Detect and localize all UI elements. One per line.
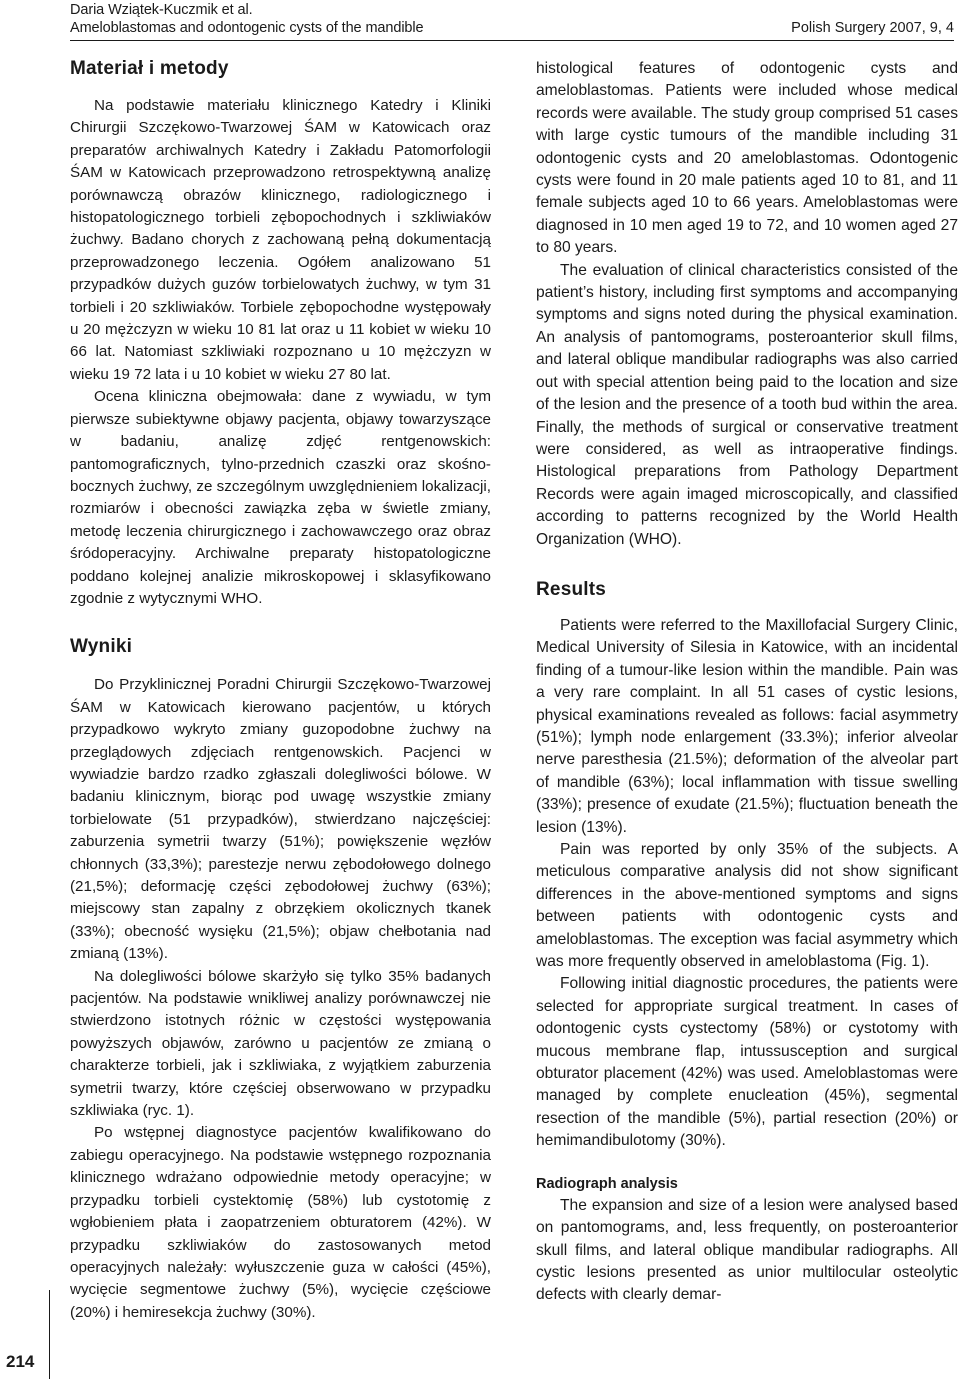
results-paragraph-2-pl: Na dolegliwości bólowe skarżyło się tylko 35% badanych pacjentów. Na podstawie wnikliwej analizy porównawczej nie stwierdzono istotnych różnic w częstości występowania powyższych objawów, zarówno u pacjentów ze zmianą o charakterze torbieli, jak i szkliwiaka, z wyjątkiem zaburzenia symetrii twarzy, które częściej obserwowano w przypadku szkliwiaka (ryc. 1). xyxy=(70,967,491,1120)
results-paragraph-1-en: Patients were referred to the Maxillofacial Surgery Clinic, Medical University of Silesia in Katowice, with an incidental finding of a tumour-like lesion within the mandible. Pain was a very rare complaint. In all 51 cases of cystic lesions, physical examinations revealed as follows: facial asymmetry (51%); lymph node enlargement (33.3%); inferior alveolar nerve paresthesia (21.5%); deformation of the alveolar part of mandible (63%); local inflammation with tissue swelling (33%); presence of exudate (21.5%); fluctuation beneath the lesion (13%). xyxy=(536,616,958,836)
radiograph-analysis-heading: Radiograph analysis xyxy=(536,1175,678,1192)
results-paragraph-3-pl: Po wstępnej diagnostyce pacjentów kwalifikowano do zabiegu operacyjnego. Na podstawie wstępnego rozpoznania klinicznego wdrażano odpowiednie metody operacyjne; w przypadku torbieli cystektomię (58%) lub cystotomię z wgłobieniem płata i zaopatrzeniem obturatorem (42%). W przypadku szkliwiaków do zastosowanych metod operacyjnych należały: wyłuszczenie guza w całości (45%), wycięcie segmentowe żuchwy (5%), wycięcie częściowe (20%) i hemiresekcja żuchwy (30%). xyxy=(70,1124,491,1321)
results-paragraph-3-en: Following initial diagnostic procedures, the patients were selected for appropriate surgical treatment. In cases of odontogenic cysts cystectomy (58%) or cystotomy with mucous membrane flap, intussusception and surgical obturator placement (42%) was used. Ameloblastomas were managed by complete enucleation (45%), segmental resection of the mandible (5%), partial resection (20%) or hemimandibulotomy (30%). xyxy=(536,975,958,1150)
header-title: Ameloblastomas and odontogenic cysts of the mandible xyxy=(70,20,424,36)
methods-heading-pl: Materiał i metody xyxy=(70,58,229,79)
results-paragraph-1-pl: Do Przyklinicznej Poradni Chirurgii Szczękowo-Twarzowej ŚAM w Katowicach kierowano pacjentów, u których przypadkowo wykryto zmiany guzopodobne żuchwy na przeglądowych zdjęciach rentgenowskich. Pacjenci w wywiadzie bardzo rzadko zgłaszali dolegliwości bólowe. W badaniu klinicznym, biorąc pod uwagę wszystkie zmiany torbielowate (51 przypadków), stwierdzano najczęściej: zaburzenia symetrii twarzy (51%); powiększenie węzłów chłonnych (33,3%); parestezje nerwu zębodołowego dolnego (21,5%); deformację części zębodołowej żuchwy (63%); miejscowy stan zapalny z obrzękiem okolicznych tkanek (33%); obecność wysięku (21,5%); objaw chełbotania nad zmianą (13%). xyxy=(70,676,491,963)
methods-paragraph-1-pl: Na podstawie materiału klinicznego Katedry i Kliniki Chirurgii Szczękowo-Twarzowej ŚAM w Katowicach oraz preparatów archiwalnych Katedry i Zakładu Patomorfologii ŚAM w Katowicach przeprowadzono retrospektywną analizę porównawczą obrazów klinicznego, radiologicznego i histopatologicznego torbieli zębopochodnych i szkliwiaków żuchwy. Badano chorych z zachowaną pełną dokumentacją przeprowadzonego leczenia. Ogółem analizowano 51 przypadków dużych guzów torbielowatych żuchwy, w tym 31 torbieli i 20 szkliwiaków. Torbiele zębopochodne występowały u 20 mężczyzn w wieku 10 81 lat oraz u 11 kobiet w wieku 10 66 lat. Natomiast szkliwiaki rozpoznano u 10 mężczyzn w wieku 19 72 lata i u 10 kobiet w wieku 27 80 lat. xyxy=(70,97,491,383)
methods-continuation-en: histological features of odontogenic cysts and ameloblastomas. Patients were included whose medical records were available. The study group comprised 51 cases with large cystic tumours of the mandible including 31 odontogenic cysts and 20 ameloblastomas. Odontogenic cysts were found in 20 male patients aged 10 to 81, and 11 female subjects aged 10 to 66 years. Ameloblastomas were diagnosed in 10 men aged 19 to 72, and 10 women aged 27 to 80 years. xyxy=(536,60,958,257)
header-journal: Polish Surgery 2007, 9, 4 xyxy=(791,20,954,36)
methods-paragraph-2-pl: Ocena kliniczna obejmowała: dane z wywiadu, w tym pierwsze subiektywne objawy pacjenta, objawy towarzyszące w badaniu, analizę zdjęć rentgenowskich: pantomograficznych, tylno-przednich czaszki oraz skośno-bocznych żuchwy, ze szczególnym uwzględnieniem lokalizacji, rozmiarów i obecności zawiązka zęba w świetle zmiany, metodę leczenia chirurgicznego i zachowawczego oraz obraz śródoperacyjny. Archiwalne preparaty histopatologiczne poddano kolejnej analizie mikroskopowej i sklasyfikowano zgodnie z wytycznymi WHO. xyxy=(70,388,491,607)
left-column-polish xyxy=(70,58,491,1324)
running-header xyxy=(70,1,423,37)
header-authors: Daria Wziątek-Kuczmik et al. xyxy=(70,2,253,18)
page-number: 214 xyxy=(6,1352,35,1371)
results-heading-pl: Wyniki xyxy=(70,636,133,658)
results-paragraph-2-en: Pain was reported by only 35% of the subjects. A meticulous comparative analysis did not show significant differences in the above-mentioned symptoms and signs between patients with odontogenic cysts and ameloblastomas. The exception was facial asymmetry which was more frequently observed in ameloblastoma (Fig. 1). xyxy=(536,841,958,971)
header-rule xyxy=(70,40,954,41)
results-heading-en: Results xyxy=(536,578,607,600)
radiograph-paragraph-1-en: The expansion and size of a lesion were analysed based on pantomograms, and, less frequently, on posteroanterior skull films, and lateral oblique mandibular radiographs. All cystic lesions presented as unior multilocular osteolytic defects with clearly demar- xyxy=(536,1196,958,1304)
right-column-english xyxy=(536,58,958,1307)
evaluation-paragraph-en: The evaluation of clinical characteristics consisted of the patient’s history, including first symptoms and accompanying symptoms and signs noted during the physical examination. An analysis of pantomograms, posteroanterior skull films, and lateral oblique mandibular radiographs was also carried out with special attention being paid to the location and size of the lesion and the presence of a tooth bud within the area. Finally, the methods of surgical or conservative treatment were considered, as well as intraoperative findings. Histological preparations from Pathology Department Records were again imaged microscopically, and classified according to patterns recognized by the World Health Organization (WHO). xyxy=(536,261,958,548)
page-number-rule xyxy=(49,1290,50,1379)
